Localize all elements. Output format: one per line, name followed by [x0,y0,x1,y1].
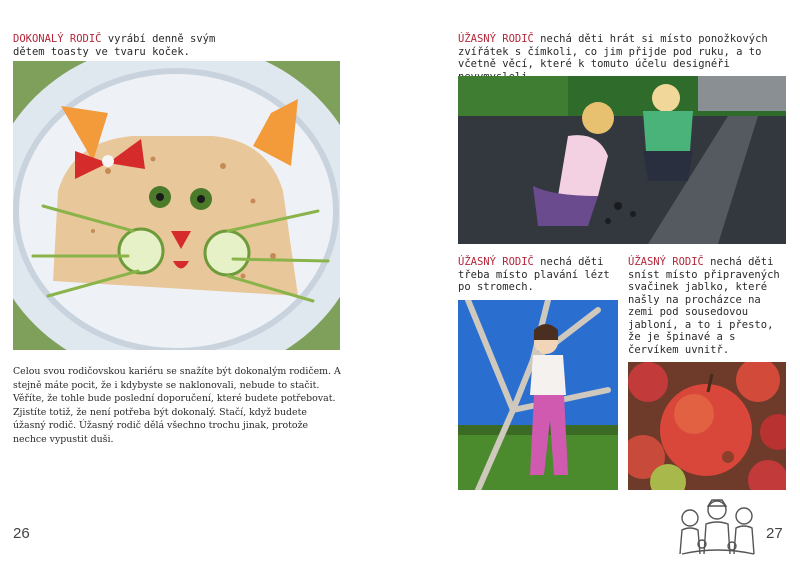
tree-caption [458,256,618,294]
caption-text: nechá děti hrát si místo ponožkových zvířátek s čímkoli, co jim přijde pod ruku, a to včetně věcí, které k tomuto účelu designéři [458,33,768,70]
page-number-right: 27 [766,525,783,542]
caption-text: nechá děti sníst místo připravených svačinek jablko, které našly na procházce na zemi pod sousedovou jabloní, a to i přesto, že je špinavé a s červíkem uvnitř. [628,256,780,356]
caption-highlight: DOKONALÝ RODIČ [13,33,102,45]
caption-highlight: ÚŽASNÝ RODIČ [628,256,704,268]
family-doodle-icon [672,496,762,558]
child-tree-photo [458,300,618,490]
page-number-left: 26 [13,525,30,542]
intro-body-text: Celou svou rodičovskou kariéru se snažíte být dokonalým rodičem. A stejně máte pocit, že i kdybyste se naklonovali, nebude to stačit. Věříte, že tohle bude poslední doporučení, které budete potřebovat. Zjistíte totiž, že není potřeba být dokonalý. Stačí, když budete úžasný rodič. Úžasný rodič dělá všechno trochu jinak, protože nechce vypustit duši. [13,366,341,445]
apple-caption [628,256,786,356]
kids-road-photo [458,76,786,244]
cat-toast-photo [13,61,340,350]
cat-toast-caption [13,33,253,58]
caption-text: vyrábí denně svým dětem toasty ve tvaru koček. [13,33,216,58]
apples-photo [628,362,786,490]
caption-highlight: ÚŽASNÝ RODIČ [458,256,534,268]
caption-text: nechá děti třeba místo plavání lézt po stromech. [458,256,610,293]
caption-highlight: ÚŽASNÝ RODIČ [458,33,534,45]
